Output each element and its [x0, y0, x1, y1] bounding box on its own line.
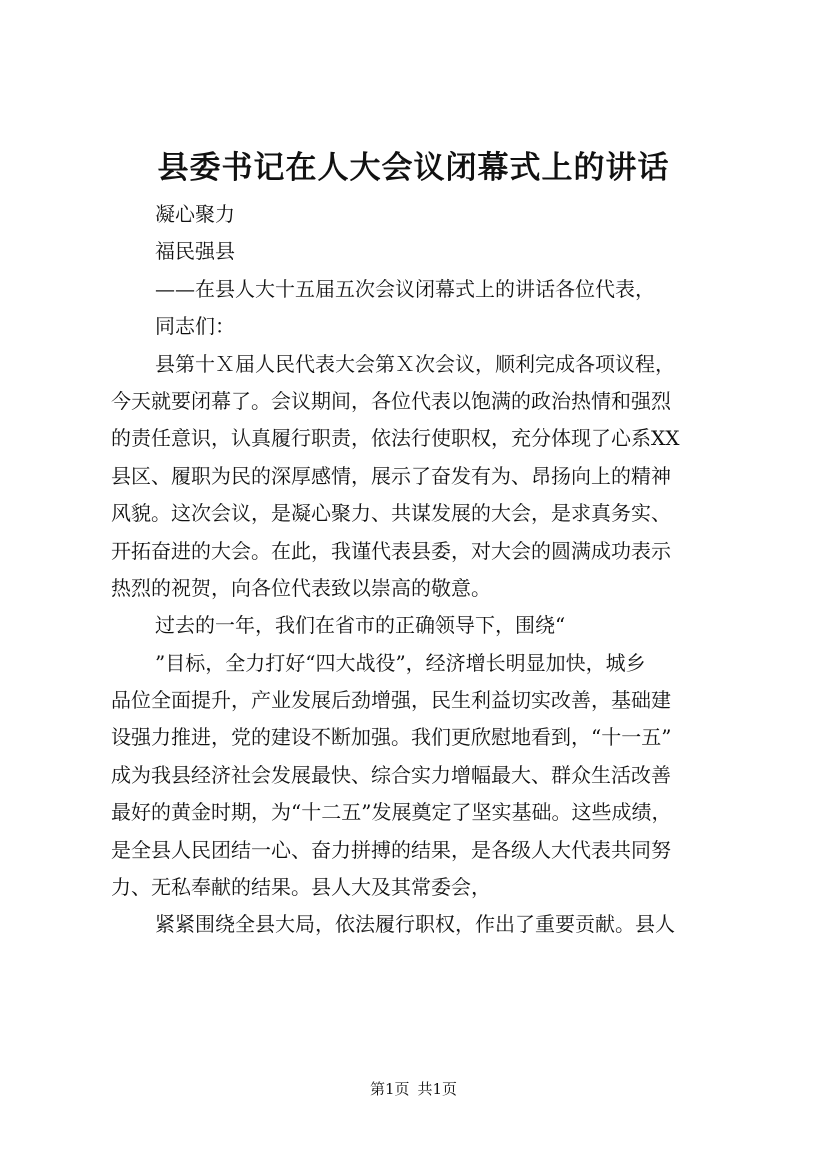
body-line: ——在县人大十五届五次会议闭幕式上的讲话各位代表，	[155, 276, 655, 301]
body-line: 今天就要闭幕了。会议期间，各位代表以饱满的政治热情和强烈	[111, 388, 671, 413]
body-line: 凝心聚力	[155, 202, 235, 226]
body-line: 热烈的祝贺，向各位代表致以崇高的敬意。	[111, 575, 491, 600]
body-line: 力、无私奉献的结果。县人大及其常委会，	[111, 875, 491, 900]
document-title: 县委书记在人大会议闭幕式上的讲话	[157, 150, 670, 186]
page-total: 共1页	[417, 1080, 458, 1098]
page-footer	[0, 1078, 827, 1100]
body-line: 是全县人民团结一心、奋力拼搏的结果，是各级人大代表共同努	[111, 837, 671, 862]
body-line: 设强力推进，党的建设不断加强。我们更欣慰地看到，“十一五”	[111, 725, 672, 750]
body-line: 最好的黄金时期，为“十二五”发展奠定了坚实基础。这些成绩，	[111, 800, 672, 825]
body-line: 县区、履职为民的深厚感情，展示了奋发有为、昂扬向上的精神	[111, 463, 671, 488]
body-line: 县第十Ｘ届人民代表大会第Ｘ次会议，顺利完成各项议程，	[155, 351, 675, 376]
page-number: 第1页	[369, 1080, 410, 1098]
body-line: 品位全面提升，产业发展后劲增强，民生利益切实改善，基础建	[111, 688, 671, 713]
body-line: 开拓奋进的大会。在此，我谨代表县委，对大会的圆满成功表示	[111, 538, 671, 563]
document-body	[111, 196, 731, 944]
body-line: 紧紧围绕全县大局，依法履行职权，作出了重要贡献。县人	[155, 912, 675, 937]
body-line: 福民强县	[155, 239, 235, 264]
body-line: 成为我县经济社会发展最快、综合实力增幅最大、群众生活改善	[111, 762, 671, 787]
body-line: 的责任意识，认真履行职责，依法行使职权，充分体现了心系XX	[111, 426, 680, 451]
body-line: 风貌。这次会议，是凝心聚力、共谋发展的大会，是求真务实、	[111, 501, 671, 526]
body-line: 同志们：	[155, 314, 235, 339]
body-line: 过去的一年，我们在省市的正确领导下，围绕“	[155, 613, 566, 638]
body-line: ”目标，全力打好“四大战役”，经济增长明显加快，城乡	[155, 650, 646, 675]
